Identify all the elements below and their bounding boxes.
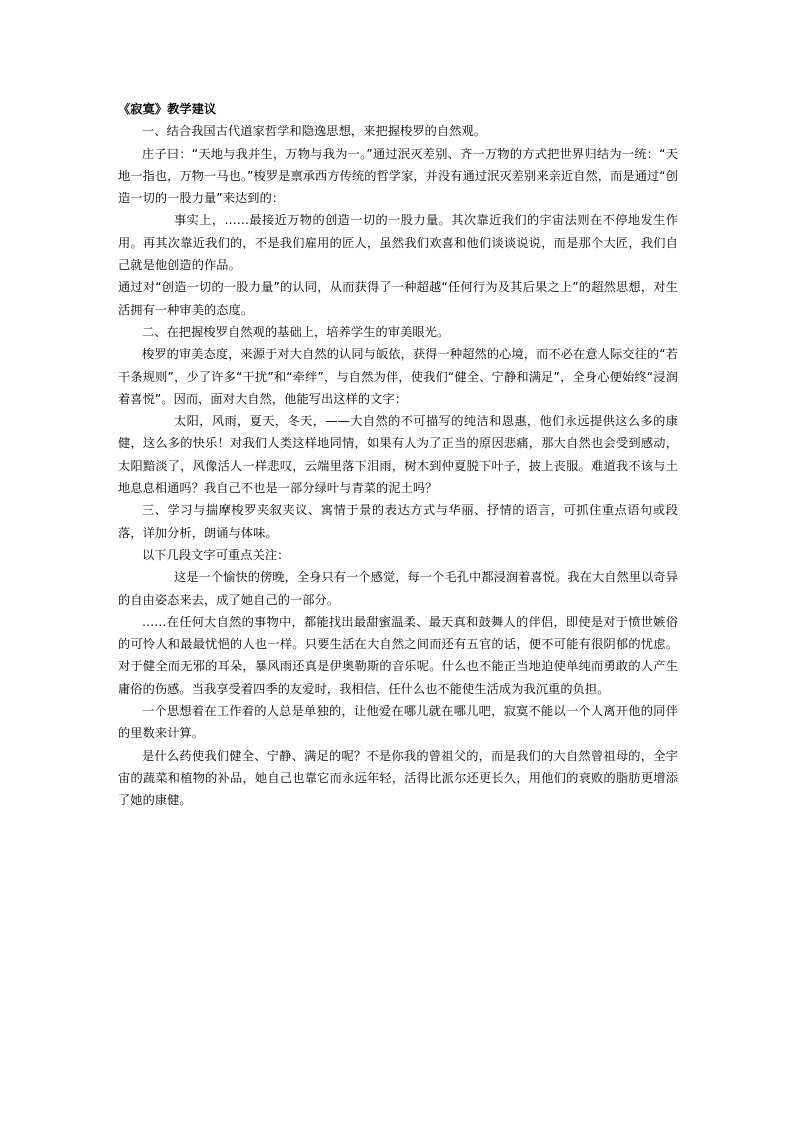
quote-thinking-man: 一个思想着在工作着的人总是单独的，让他爱在哪儿就在哪儿吧，寂寞不能以一个人离开他的同伴的里数来计算。: [118, 704, 678, 741]
document-title: 《寂寞》教学建议: [118, 102, 217, 116]
quote-pleasant-evening: 这是一个愉快的傍晚，全身只有一个感觉，每一个毛孔中都浸润着喜悦。我在大自然里以奇异的自由姿态来去，成了她自己的一部分。: [118, 570, 678, 607]
quote-nature-companion: ……在任何大自然的事物中，都能找出最甜蜜温柔、最天真和鼓舞人的伴侣，即使是对于愤世嫉俗的可怜人和最最忧悒的人也一样。只要生活在大自然之间而还有五官的话，便不可能有很阴郁的忧虑。对于健全而无邪的耳朵，暴风雨还真是伊奥勒斯的音乐呢。什么也不能正当地迫使单纯而勇敢的人产生庸俗的伤感。当我享受着四季的友爱时，我相信，任什么也不能使生活成为我沉重的负担。: [118, 614, 678, 696]
document-page: [118, 98, 678, 812]
quote-medicine: 是什么药使我们健全、宁静、满足的呢？不是你我的曾祖父的，而是我们的大自然曾祖母的，全宇宙的蔬菜和植物的补品，她自己也靠它而永远年轻，活得比派尔还更长久，用他们的衰败的脂肪更增添了她的康健。: [118, 748, 678, 808]
paragraph-zhuangzi: 庄子曰：“天地与我并生，万物与我为一。”通过泯灭差别、齐一万物的方式把世界归结为一统：“天地一指也，万物一马也。”梭罗是禀承西方传统的哲学家，并没有通过泯灭差别来亲近自然，而是通过“创造一切的一股力量”来达到的：: [118, 146, 678, 206]
paragraph-focus-intro: 以下几段文字可重点关注：: [142, 547, 290, 562]
paragraph-identification: 通过对“创造一切的一股力量”的认同，从而获得了一种超越“任何行为及其后果之上”的超然思想，对生活拥有一种审美的态度。: [118, 280, 678, 317]
quote-creative-force: 事实上，……最接近万物的创造一切的一股力量。其次靠近我们的宇宙法则在不停地发生作用。再其次靠近我们的，不是我们雇用的匠人，虽然我们欢喜和他们谈谈说说，而是那个大匠，我们自己就是他创造的作品。: [118, 213, 678, 273]
paragraph-aesthetic-attitude: 梭罗的审美态度，来源于对大自然的认同与皈依，获得一种超然的心境，而不必在意人际交往的“若干条规则”，少了许多“干扰”和“牵绊”，与自然为伴，使我们“健全、宁静和满足”，全身心便始终“浸润着喜悦”。因而，面对大自然，他能写出这样的文字：: [118, 347, 678, 406]
section-heading-2: 二、在把握梭罗自然观的基础上，培养学生的审美眼光。: [142, 324, 450, 339]
section-heading-1: 一、结合我国古代道家哲学和隐逸思想，来把握梭罗的自然观。: [142, 124, 487, 139]
section-heading-3: 三、学习与揣摩梭罗夹叙夹议、寓情于景的表达方式与华丽、抒情的语言，可抓住重点语句或段落，详加分析，朗诵与体味。: [118, 503, 678, 540]
quote-sun-wind-rain: 太阳，风雨，夏天，冬天，——大自然的不可描写的纯洁和恩惠，他们永远提供这么多的康健，这么多的快乐！对我们人类这样地同情，如果有人为了正当的原因悲痛，那大自然也会受到感动，太阳黯淡了，风像活人一样悲叹，云端里落下泪雨，树木到仲夏脱下叶子，披上丧服。难道我不该与土地息息相通吗？我自己不也是一部分绿叶与青菜的泥土吗？: [118, 414, 678, 496]
